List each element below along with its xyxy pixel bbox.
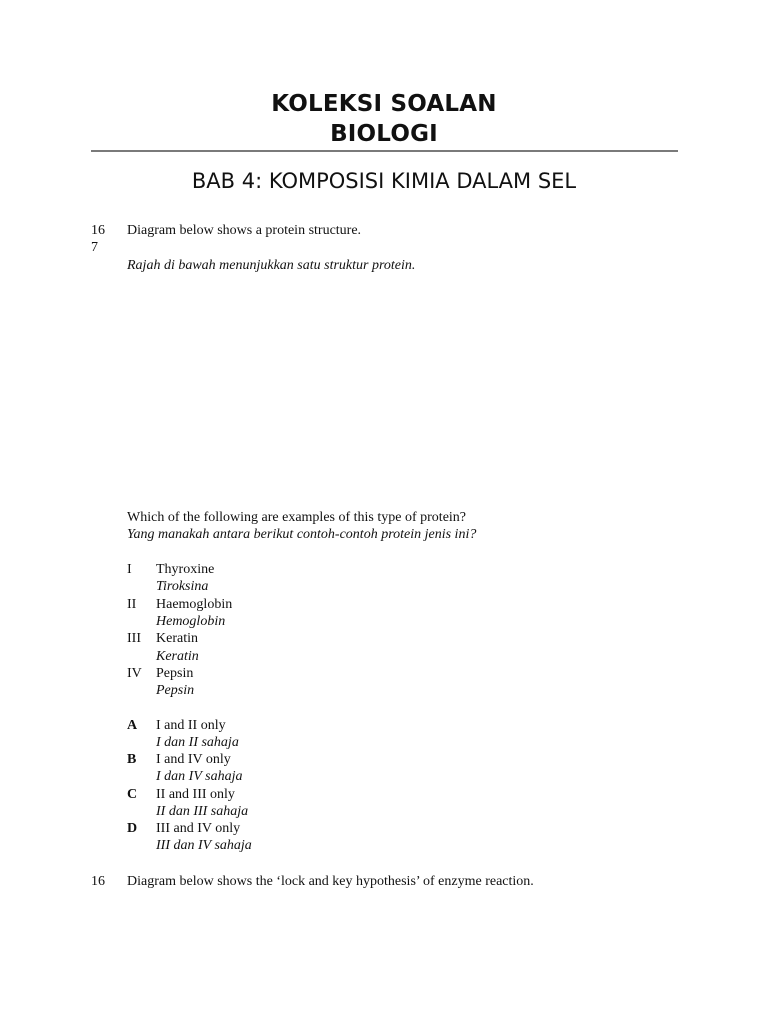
question-number-line2: 7 [91, 240, 98, 255]
statement-text-malay: Tiroksina [156, 579, 209, 594]
title-divider [91, 150, 678, 152]
question-prompt-malay: Yang manakah antara berikut contoh-contoh protein jenis ini? [127, 527, 477, 542]
option-letter: D [127, 821, 138, 836]
statement-text-english: Haemoglobin [156, 597, 233, 612]
option-text-malay: I dan II sahaja [156, 735, 239, 750]
question-stem-english: Diagram below shows the ‘lock and key hypothesis’ of enzyme reaction. [127, 874, 534, 889]
chapter-heading: BAB 4: KOMPOSISI KIMIA DALAM SEL [191, 169, 577, 193]
option-text-malay: III dan IV sahaja [156, 838, 252, 853]
protein-structure-diagram-area [127, 285, 667, 500]
question-prompt-english: Which of the following are examples of this type of protein? [127, 510, 467, 525]
statement-numeral: III [127, 631, 141, 646]
option-text-english: I and II only [156, 718, 226, 733]
option-letter: C [127, 787, 138, 802]
statement-text-english: Keratin [156, 631, 198, 646]
statement-numeral: I [127, 562, 132, 577]
question-number-line1: 16 [91, 223, 105, 238]
statement-numeral: II [127, 597, 137, 612]
question-stem-malay: Rajah di bawah menunjukkan satu struktur protein. [127, 258, 416, 273]
option-text-english: II and III only [156, 787, 235, 802]
option-text-english: III and IV only [156, 821, 241, 836]
document-title-line2: BIOLOGI [330, 121, 438, 147]
option-letter: B [127, 752, 137, 767]
option-letter: A [127, 718, 138, 733]
document-title-line1: KOLEKSI SOALAN [271, 91, 497, 117]
statement-text-malay: Hemoglobin [156, 614, 226, 629]
option-text-malay: I dan IV sahaja [156, 769, 243, 784]
statement-text-malay: Keratin [156, 649, 199, 664]
question-stem-english: Diagram below shows a protein structure. [127, 223, 362, 238]
option-text-english: I and IV only [156, 752, 231, 767]
statement-text-english: Pepsin [156, 666, 194, 681]
question-number: 16 [91, 874, 105, 889]
statement-text-english: Thyroxine [156, 562, 215, 577]
option-text-malay: II dan III sahaja [156, 804, 249, 819]
statement-text-malay: Pepsin [156, 683, 195, 698]
statement-numeral: IV [127, 666, 142, 681]
